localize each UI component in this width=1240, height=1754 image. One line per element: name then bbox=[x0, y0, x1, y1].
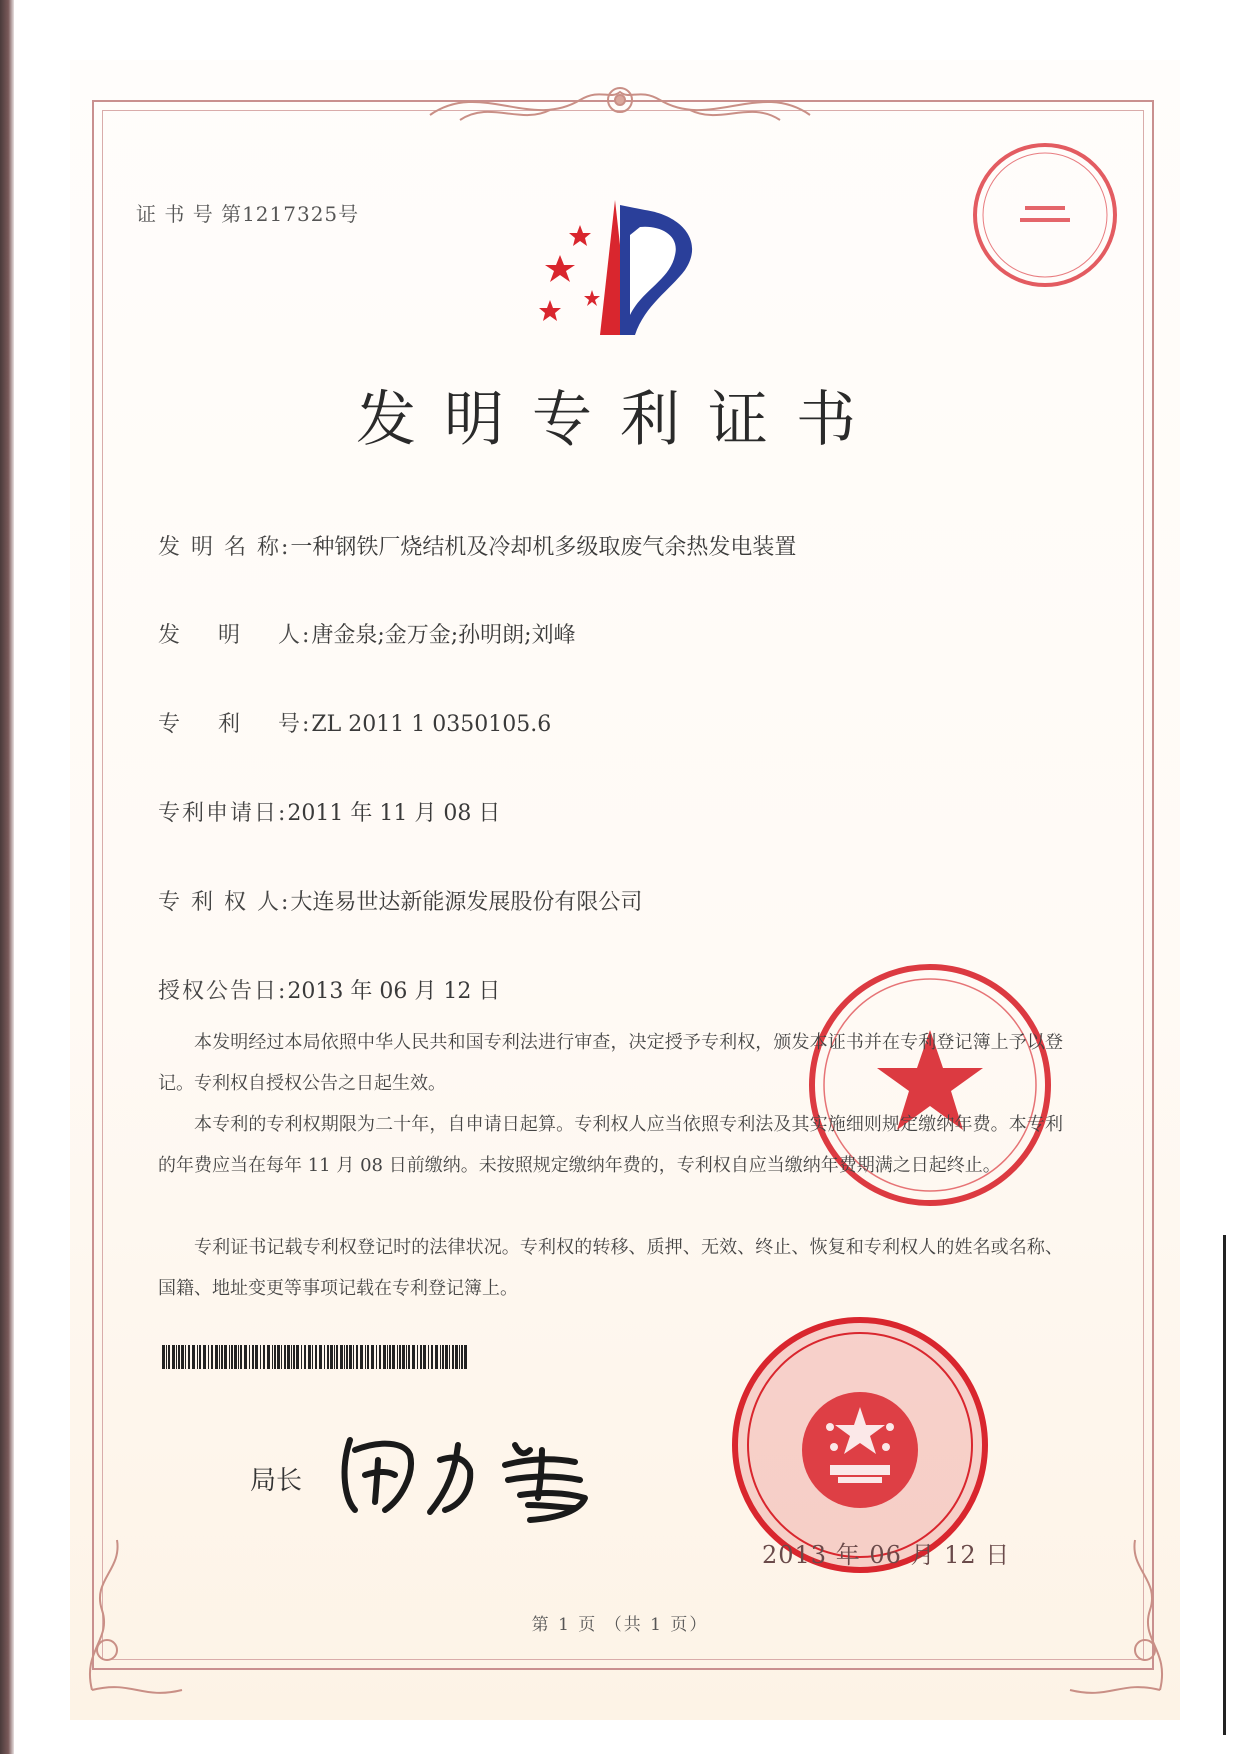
director-signature bbox=[330, 1410, 610, 1530]
barcode-bar bbox=[353, 1345, 354, 1369]
barcode-bar bbox=[308, 1345, 311, 1369]
top-right-seal bbox=[970, 140, 1120, 290]
patent-logo-icon bbox=[530, 195, 710, 340]
field-patentee bbox=[158, 885, 642, 916]
field-label: 发 明 名 称: bbox=[158, 535, 291, 560]
barcode-bar bbox=[221, 1345, 223, 1369]
director-title: 局长 bbox=[250, 1466, 303, 1496]
barcode-bar bbox=[188, 1345, 190, 1369]
barcode-bar bbox=[277, 1345, 280, 1369]
barcode-bar bbox=[203, 1345, 206, 1369]
barcode-bar bbox=[420, 1345, 422, 1369]
barcode-bar bbox=[272, 1345, 273, 1369]
barcode-bar bbox=[255, 1345, 258, 1369]
barcode-bar bbox=[199, 1345, 201, 1369]
barcode-bar bbox=[423, 1345, 426, 1369]
scan-edge-mark bbox=[1223, 1235, 1226, 1735]
field-label: 专利申请日: bbox=[158, 801, 288, 826]
barcode-bar bbox=[449, 1345, 450, 1369]
barcode-bar bbox=[356, 1345, 358, 1369]
barcode-bar bbox=[408, 1345, 410, 1369]
barcode-bar bbox=[172, 1345, 175, 1369]
barcode-bar bbox=[344, 1345, 345, 1369]
field-value: 2013 年 06 月 12 日 bbox=[287, 979, 501, 1004]
barcode-bar bbox=[336, 1345, 338, 1369]
barcode-bar bbox=[442, 1345, 444, 1369]
barcode-bar bbox=[330, 1345, 333, 1369]
barcode-bar bbox=[296, 1345, 299, 1369]
field-value: 2011 年 11 月 08 日 bbox=[287, 801, 501, 826]
barcode-bar bbox=[397, 1345, 398, 1369]
field-patent-number bbox=[158, 707, 551, 738]
field-value: 一种钢铁厂烧结机及冷却机多级取废气余热发电装置 bbox=[290, 535, 797, 560]
field-value: 唐金泉;金万金;孙明朗;刘峰 bbox=[311, 623, 576, 648]
barcode-bar bbox=[219, 1345, 220, 1369]
barcode-bar bbox=[238, 1345, 239, 1369]
field-value: ZL 2011 1 0350105.6 bbox=[311, 712, 552, 737]
barcode-bar bbox=[464, 1345, 467, 1369]
barcode-bar bbox=[267, 1345, 270, 1369]
barcode-bar bbox=[229, 1345, 230, 1369]
barcode-bar bbox=[287, 1345, 290, 1369]
top-ornament bbox=[420, 70, 820, 140]
certificate-number: 证 书 号 第1217325号 bbox=[136, 202, 360, 226]
field-grant-date bbox=[158, 974, 500, 1005]
barcode-bar bbox=[284, 1345, 286, 1369]
body-paragraph: 专利证书记载专利权登记时的法律状况。专利权的转移、质押、无效、终止、恢复和专利权人的姓名或名称、国籍、地址变更等事项记载在专利登记簿上。 bbox=[158, 1237, 1063, 1299]
seal-date: 2013 年 06 月 12 日 bbox=[762, 1541, 1011, 1569]
barcode-bar bbox=[376, 1345, 377, 1369]
barcode-bar bbox=[178, 1345, 180, 1369]
barcode-bar bbox=[215, 1345, 218, 1369]
barcode-bar bbox=[379, 1345, 381, 1369]
scan-edge bbox=[0, 0, 14, 1754]
barcode-bar bbox=[185, 1345, 186, 1369]
barcode-bar bbox=[208, 1345, 209, 1369]
barcode-bar bbox=[406, 1345, 407, 1369]
body-paragraph: 本专利的专利权期限为二十年，自申请日起算。专利权人应当依照专利法及其实施细则规定缴纳年费。本专利的年费应当在每年 11 月 08 日前缴纳。未按照规定缴纳年费的，专利权自应当缴纳年费期满之日起终止。 bbox=[158, 1114, 1063, 1176]
barcode-bar bbox=[301, 1345, 302, 1369]
barcode-bar bbox=[224, 1345, 227, 1369]
field-label: 专 利 权 人: bbox=[158, 890, 291, 915]
barcode-bar bbox=[197, 1345, 198, 1369]
barcode-bar bbox=[234, 1345, 237, 1369]
barcode-bar bbox=[176, 1345, 177, 1369]
barcode-bar bbox=[263, 1345, 265, 1369]
barcode-bar bbox=[346, 1345, 348, 1369]
barcode-bar bbox=[291, 1345, 292, 1369]
field-value: 大连易世达新能源发展股份有限公司 bbox=[290, 890, 643, 915]
barcode-bar bbox=[274, 1345, 276, 1369]
field-inventors bbox=[158, 618, 576, 649]
barcode-bar bbox=[231, 1345, 233, 1369]
barcode-bar bbox=[281, 1345, 282, 1369]
barcode-bar bbox=[349, 1345, 352, 1369]
barcode-bar bbox=[412, 1345, 415, 1369]
barcode-bar bbox=[168, 1345, 170, 1369]
barcode-icon bbox=[162, 1345, 472, 1369]
field-label: 发 明 人: bbox=[158, 623, 312, 648]
barcode-bar bbox=[417, 1345, 418, 1369]
barcode-bar bbox=[455, 1345, 458, 1369]
state-emblem-icon bbox=[802, 1392, 918, 1508]
barcode-bar bbox=[260, 1345, 261, 1369]
barcode-bar bbox=[252, 1345, 254, 1369]
barcode-bar bbox=[371, 1345, 374, 1369]
barcode-bar bbox=[387, 1345, 388, 1369]
barcode-bar bbox=[389, 1345, 391, 1369]
barcode-bar bbox=[324, 1345, 325, 1369]
barcode-bar bbox=[293, 1345, 295, 1369]
barcode-bar bbox=[445, 1345, 448, 1369]
barcode-bar bbox=[304, 1345, 306, 1369]
barcode-bar bbox=[162, 1345, 165, 1369]
barcode-bar bbox=[383, 1345, 386, 1369]
page-title: 发明专利证书 bbox=[356, 385, 884, 455]
barcode-bar bbox=[428, 1345, 429, 1369]
barcode-bar bbox=[312, 1345, 313, 1369]
field-application-date bbox=[158, 796, 500, 827]
field-invention-name bbox=[158, 530, 796, 561]
barcode-bar bbox=[249, 1345, 250, 1369]
barcode-bar bbox=[319, 1345, 322, 1369]
barcode-bar bbox=[334, 1345, 335, 1369]
barcode-bar bbox=[452, 1345, 454, 1369]
barcode-bar bbox=[181, 1345, 184, 1369]
barcode-bar bbox=[399, 1345, 401, 1369]
barcode-bar bbox=[365, 1345, 366, 1369]
barcode-bar bbox=[459, 1345, 460, 1369]
barcode-bar bbox=[211, 1345, 213, 1369]
field-label: 授权公告日: bbox=[158, 979, 288, 1004]
barcode-bar bbox=[402, 1345, 405, 1369]
barcode-bar bbox=[244, 1345, 247, 1369]
barcode-bar bbox=[340, 1345, 343, 1369]
barcode-bar bbox=[392, 1345, 395, 1369]
field-label: 专 利 号: bbox=[158, 712, 312, 737]
barcode-bar bbox=[367, 1345, 369, 1369]
body-paragraph: 本发明经过本局依照中华人民共和国专利法进行审查，决定授予专利权，颁发本证书并在专利登记簿上予以登记。专利权自授权公告之日起生效。 bbox=[158, 1032, 1063, 1094]
barcode-bar bbox=[431, 1345, 433, 1369]
barcode-bar bbox=[192, 1345, 195, 1369]
barcode-bar bbox=[461, 1345, 463, 1369]
barcode-bar bbox=[360, 1345, 363, 1369]
barcode-bar bbox=[440, 1345, 441, 1369]
barcode-bar bbox=[435, 1345, 438, 1369]
barcode-bar bbox=[166, 1345, 167, 1369]
barcode-bar bbox=[240, 1345, 242, 1369]
page-number: 第 1 页 （共 1 页） bbox=[531, 1615, 709, 1635]
barcode-bar bbox=[327, 1345, 329, 1369]
barcode-bar bbox=[315, 1345, 317, 1369]
